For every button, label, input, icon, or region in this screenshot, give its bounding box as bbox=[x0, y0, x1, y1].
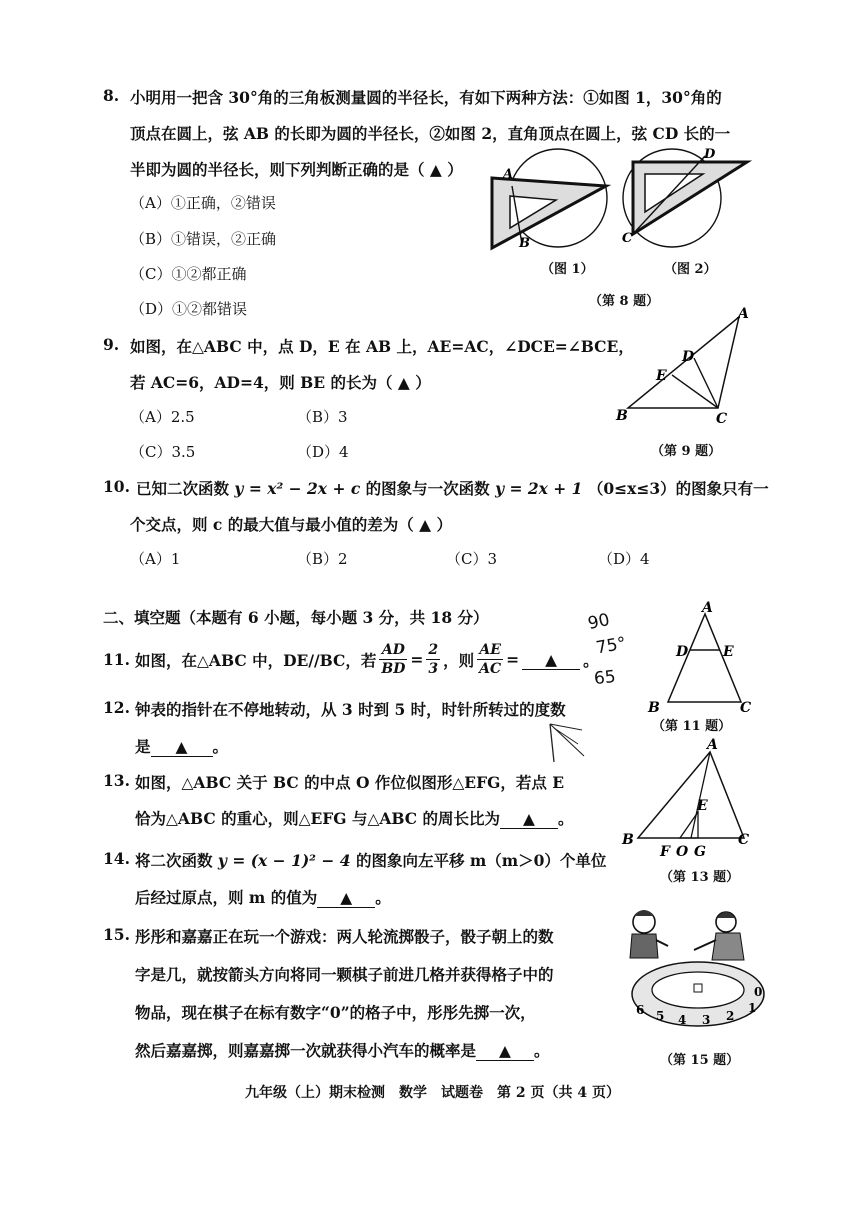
question-8-number: 8. bbox=[103, 86, 120, 105]
question-13-caption: （第 13 题） bbox=[660, 870, 740, 885]
figure-13 bbox=[616, 736, 766, 864]
question-9-caption: （第 9 题） bbox=[651, 444, 722, 459]
question-11-caption: （第 11 题） bbox=[652, 719, 732, 734]
page-footer: 九年级（上）期末检测 数学 试题卷 第 2 页（共 4 页） bbox=[245, 1085, 620, 1101]
question-14-answer-blank: ▲ bbox=[317, 888, 375, 908]
question-11-line bbox=[135, 641, 599, 678]
question-15-caption: （第 15 题） bbox=[660, 1053, 740, 1068]
question-12-answer-blank: ▲ bbox=[151, 737, 213, 757]
question-15-number: 15. bbox=[103, 925, 130, 944]
question-11-fraction-2-3: $\frac{2}{3}$ bbox=[428, 642, 439, 677]
figure-9-label-a: A bbox=[738, 306, 749, 322]
question-11-text-b: ，则 bbox=[443, 650, 475, 670]
section-2-title: 二、填空题（本题有 6 小题，每小题 3 分，共 18 分） bbox=[103, 608, 489, 627]
figure-8-1-label-a: A bbox=[503, 167, 514, 182]
handwriting-3: 65 bbox=[593, 666, 617, 690]
question-14-text-b: 的图象向左平移 m（m＞0）个单位 bbox=[355, 851, 607, 870]
question-15-line-4 bbox=[135, 1039, 550, 1061]
figure-9-label-b: B bbox=[616, 408, 628, 424]
question-11-equals-2: = bbox=[506, 650, 520, 669]
question-15-line-3: 物品，现在棋子在标有数字“0”的格子中，彤彤先掷一次， bbox=[135, 1003, 536, 1022]
figure-13-label-c: C bbox=[738, 832, 750, 848]
question-15-line-2: 字是几，就按箭头方向将同一颗棋子前进几格并获得格子中的 bbox=[135, 965, 554, 984]
figure-11-label-b: B bbox=[648, 700, 660, 715]
question-15-end: 。 bbox=[534, 1041, 550, 1060]
question-11-answer-blank: ▲ bbox=[522, 650, 580, 670]
board-cell-1: 1 bbox=[748, 1001, 757, 1015]
question-15-answer-blank: ▲ bbox=[476, 1041, 534, 1061]
figure-11-label-a: A bbox=[702, 600, 713, 616]
question-11-number: 11. bbox=[103, 650, 130, 669]
question-11-fraction-ad-bd: $\frac{AD}{BD}$ bbox=[381, 642, 406, 677]
figure-13-label-a: A bbox=[707, 737, 718, 753]
question-10-option-c: （C）3 bbox=[446, 550, 498, 568]
question-14-number: 14. bbox=[103, 849, 130, 868]
question-12-end: 。 bbox=[212, 737, 229, 756]
question-9-option-c: （C）3.5 bbox=[130, 443, 196, 461]
handwriting-2: 75° bbox=[594, 633, 628, 659]
question-12-text: 是 bbox=[135, 737, 151, 756]
question-10-option-d: （D）4 bbox=[598, 550, 650, 568]
question-12-line-1: 钟表的指针在不停地转动，从 3 时到 5 时，时针所转过的度数 bbox=[135, 700, 566, 719]
question-9-option-d: （D）4 bbox=[297, 443, 349, 461]
question-14-end: 。 bbox=[375, 888, 391, 907]
figure-8-1-label-b: B bbox=[519, 236, 530, 251]
question-8-option-c: （C）①②都正确 bbox=[130, 265, 247, 283]
question-13-end: 。 bbox=[558, 809, 574, 828]
figure-13-label-e: E bbox=[697, 798, 708, 814]
question-14-line-2 bbox=[135, 886, 391, 908]
question-11-fraction-ae-ac: $\frac{AE}{AC}$ bbox=[479, 642, 502, 677]
board-cell-4: 4 bbox=[678, 1013, 687, 1027]
question-15-line-1: 彤彤和嘉嘉正在玩一个游戏：两人轮流掷骰子，骰子朝上的数 bbox=[135, 927, 554, 946]
question-9-option-b: （B）3 bbox=[297, 408, 348, 426]
question-10-quadratic: y = x² − 2x + c bbox=[234, 479, 361, 498]
figure-15-die bbox=[694, 984, 702, 992]
figure-13-label-g: G bbox=[694, 844, 706, 860]
board-cell-3: 3 bbox=[702, 1013, 711, 1027]
question-10-option-b: （B）2 bbox=[297, 550, 348, 568]
question-9-number: 9. bbox=[103, 335, 120, 354]
figure-11 bbox=[640, 600, 765, 715]
figure-11-label-e: E bbox=[723, 644, 734, 660]
question-13-line-1: 如图，△ABC 关于 BC 的中点 O 作位似图形△EFG，若点 E bbox=[135, 773, 565, 792]
question-13-line-2 bbox=[135, 807, 574, 829]
figure-8-2 bbox=[617, 142, 757, 260]
figure-8-2-label-c: C bbox=[622, 231, 633, 246]
figure-8-1-set-square bbox=[492, 178, 606, 248]
question-14-text-a: 将二次函数 bbox=[135, 851, 213, 870]
question-13-answer-blank: ▲ bbox=[500, 809, 558, 829]
figure-13-triangle-abc bbox=[638, 752, 744, 838]
question-10-line-2: 个交点，则 c 的最大值与最小值的差为（ ▲ ） bbox=[130, 515, 452, 534]
question-9-line-1: 如图，在△ABC 中，点 D，E 在 AB 上，AE=AC，∠DCE=∠BCE， bbox=[130, 337, 634, 356]
figure-13-label-f: F bbox=[660, 844, 670, 860]
figure-9-label-c: C bbox=[716, 411, 728, 427]
question-10-number: 10. bbox=[103, 477, 130, 496]
question-10-text-b: 的图象与一次函数 bbox=[365, 479, 490, 498]
figure-9-label-e: E bbox=[656, 368, 667, 384]
question-10-text-a: 已知二次函数 bbox=[136, 479, 230, 498]
question-8-line-1: 小明用一把含 30°角的三角板测量圆的半径长，有如下两种方法：①如图 1，30°角的 bbox=[130, 88, 722, 107]
question-10-linear: y = 2x + 1 bbox=[495, 479, 583, 498]
question-14-quadratic: y = (x − 1)² − 4 bbox=[217, 851, 351, 870]
figure-15-game-board bbox=[622, 900, 772, 1046]
figure-15-child-left bbox=[630, 910, 668, 958]
question-13-number: 13. bbox=[103, 771, 130, 790]
question-9-line-2: 若 AC=6，AD=4，则 BE 的长为（ ▲ ） bbox=[130, 373, 431, 392]
figure-11-label-d: D bbox=[676, 644, 689, 660]
figure-8-1-caption: （图 1） bbox=[541, 262, 594, 277]
board-cell-5: 5 bbox=[656, 1009, 665, 1023]
question-13-text: 恰为△ABC 的重心，则△EFG 与△ABC 的周长比为 bbox=[135, 809, 501, 828]
question-8-option-a: （A）①正确，②错误 bbox=[130, 194, 276, 212]
board-cell-6: 6 bbox=[636, 1003, 645, 1017]
question-12-number: 12. bbox=[103, 698, 130, 717]
question-8-option-d: （D）①②都错误 bbox=[130, 300, 248, 318]
figure-15-child-right bbox=[694, 912, 744, 960]
figure-11-label-c: C bbox=[740, 700, 752, 715]
figure-13-label-b: B bbox=[622, 832, 634, 848]
question-15-text: 然后嘉嘉掷，则嘉嘉掷一次就获得小汽车的概率是 bbox=[135, 1041, 477, 1060]
board-cell-2: 2 bbox=[726, 1009, 735, 1023]
handwriting-1: 90 bbox=[586, 609, 612, 635]
figure-8-2-caption: （图 2） bbox=[664, 262, 717, 277]
question-8-line-3: 半即为圆的半径长，则下列判断正确的是（ ▲ ） bbox=[130, 160, 463, 179]
question-14-text-c: 后经过原点，则 m 的值为 bbox=[135, 888, 318, 907]
question-11-equals: = bbox=[410, 650, 424, 669]
figure-8-2-label-d: D bbox=[704, 147, 716, 162]
question-8-line-2: 顶点在圆上，弦 AB 的长即为圆的半径长，②如图 2，直角顶点在圆上，弦 CD 长的一 bbox=[130, 124, 731, 143]
figure-8-1 bbox=[486, 140, 616, 258]
question-8-caption: （第 8 题） bbox=[589, 294, 660, 309]
question-11-text-a: 如图，在△ABC 中，DE//BC，若 bbox=[135, 650, 377, 670]
question-10-option-a: （A）1 bbox=[130, 550, 181, 568]
question-8-option-b: （B）①错误，②正确 bbox=[130, 230, 277, 248]
question-12-line-2 bbox=[135, 735, 228, 757]
question-10-line-1 bbox=[136, 477, 769, 499]
figure-13-label-o: O bbox=[676, 844, 689, 860]
handwritten-sketch bbox=[544, 716, 592, 766]
question-9-option-a: （A）2.5 bbox=[130, 408, 195, 426]
question-11-end: 。 bbox=[583, 650, 599, 670]
figure-9-label-d: D bbox=[682, 349, 695, 365]
question-10-text-c: （0≤x≤3）的图象只有一 bbox=[587, 479, 769, 498]
board-cell-0: 0 bbox=[754, 985, 763, 999]
figure-9 bbox=[612, 305, 762, 435]
question-14-line-1 bbox=[135, 849, 606, 871]
